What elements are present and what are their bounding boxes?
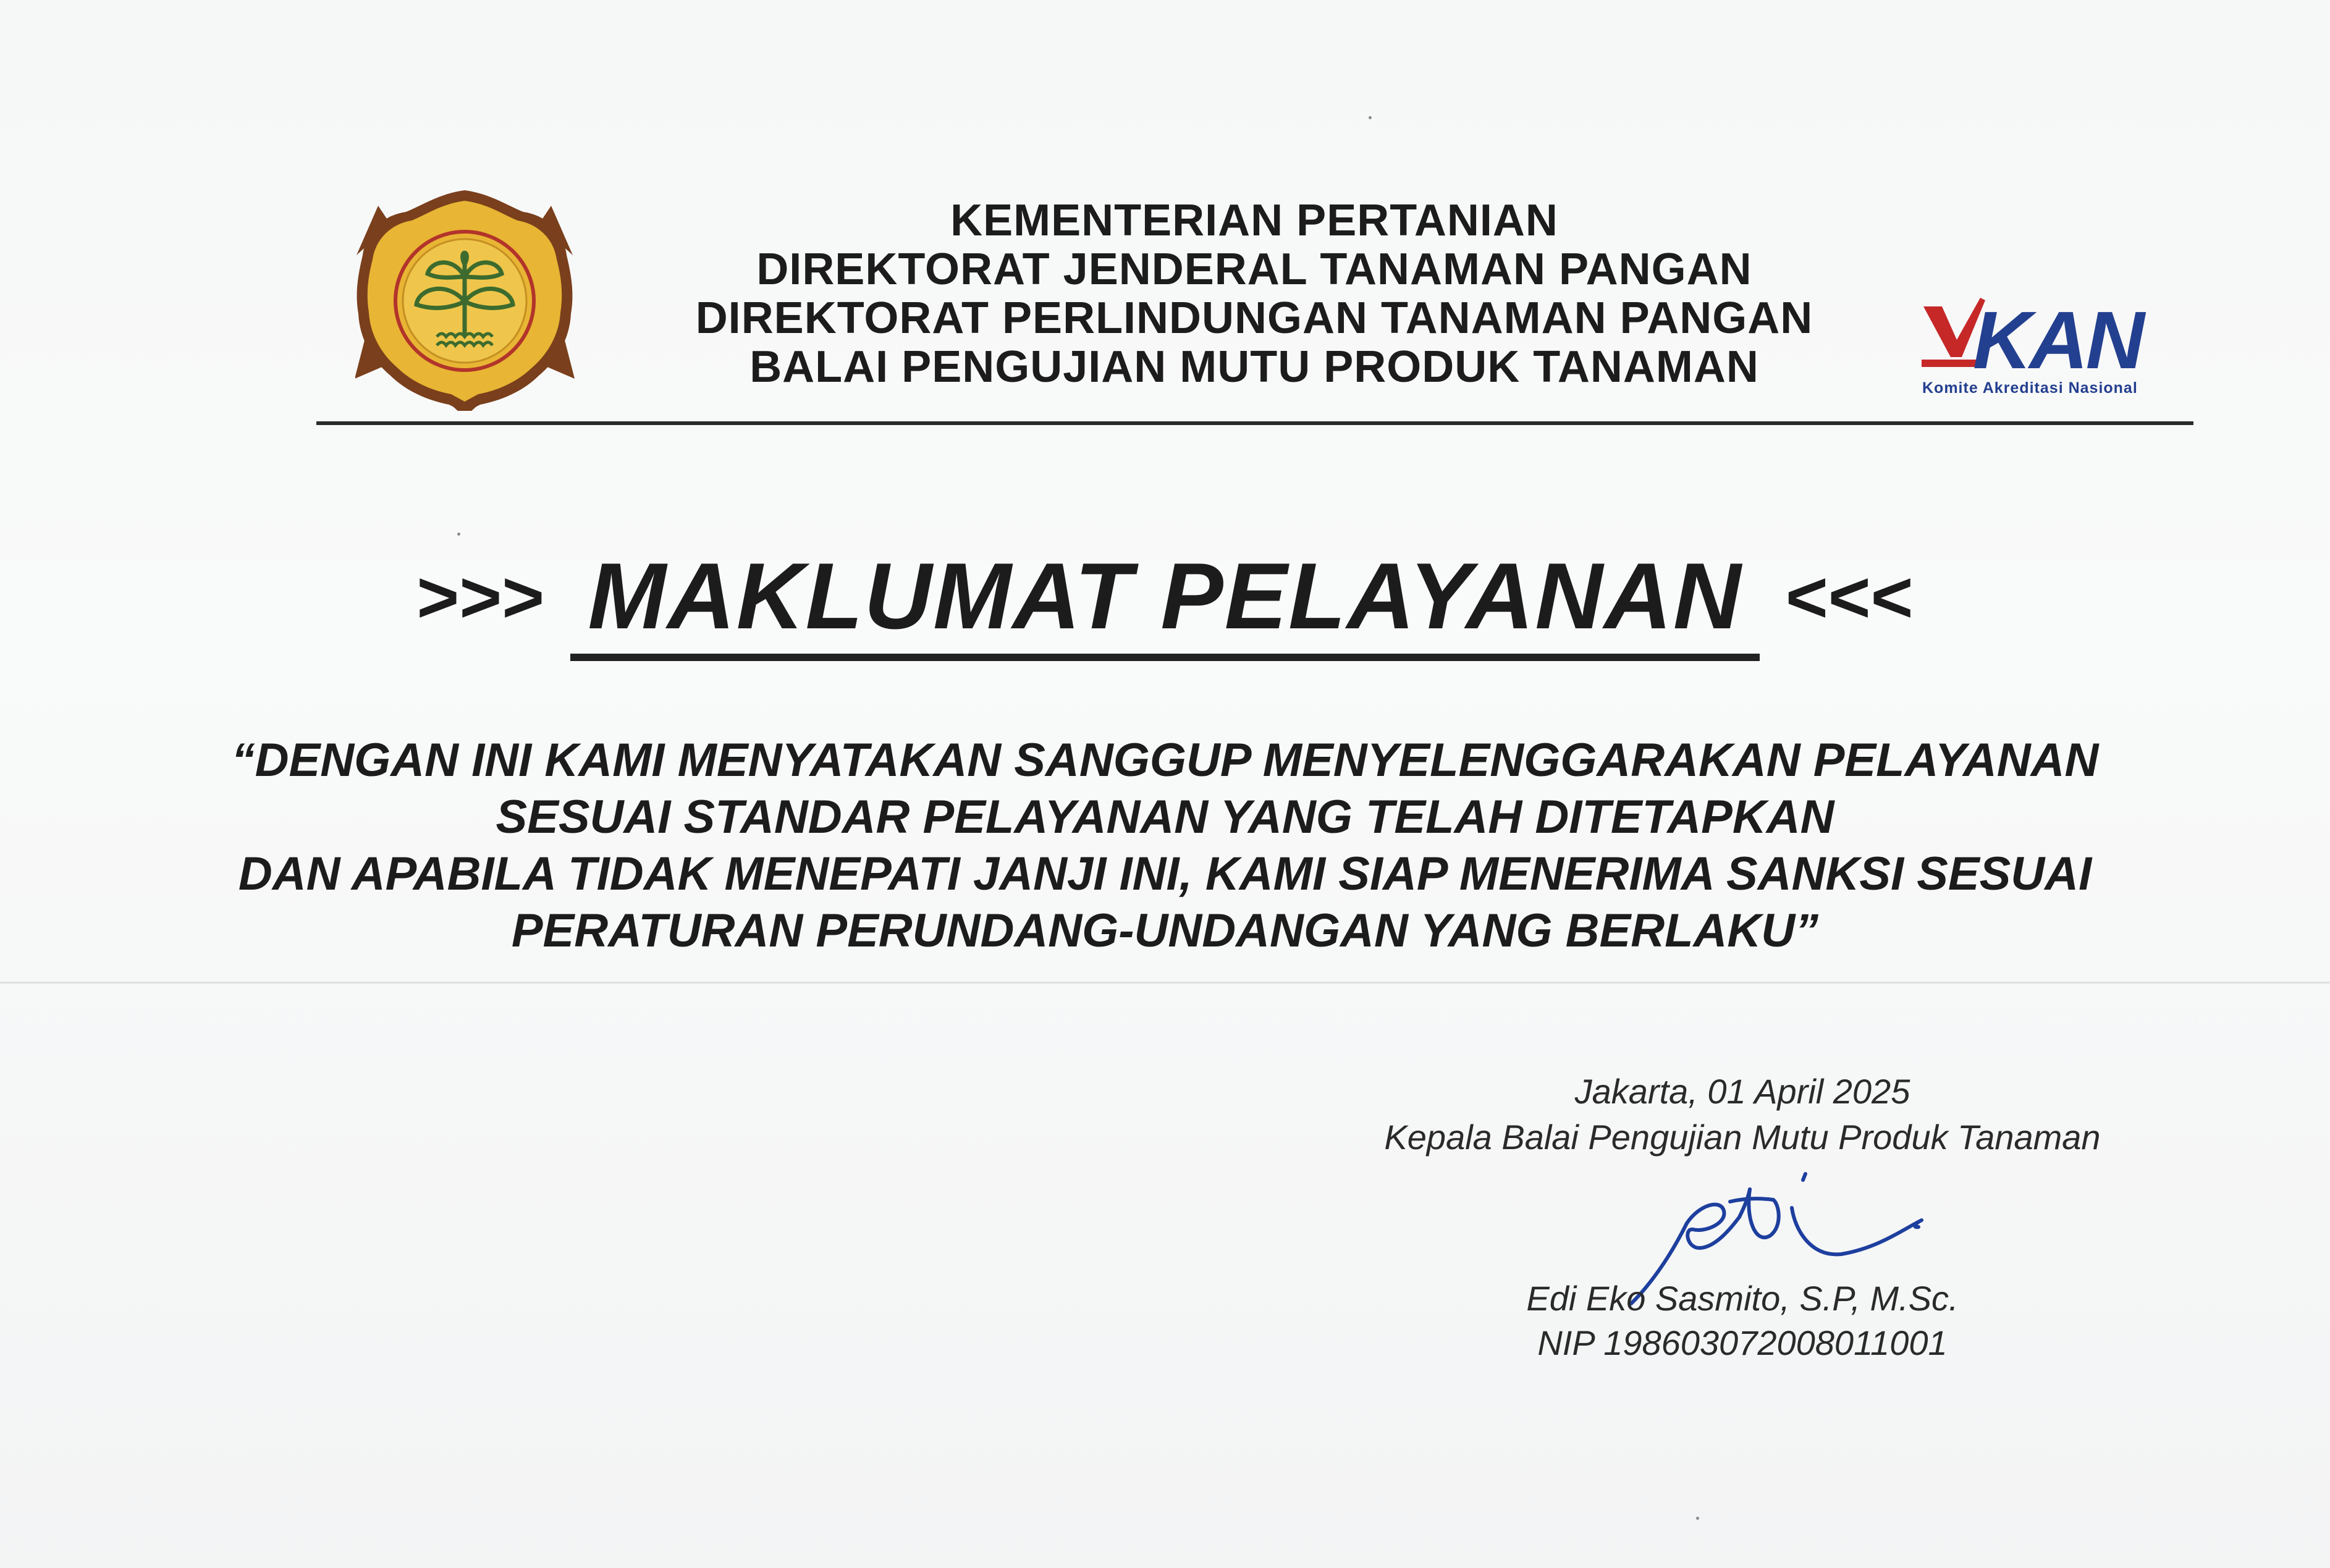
kan-brand-text: KAN — [1973, 295, 2142, 386]
kan-caption: Komite Akreditasi Nasional — [1922, 379, 2138, 397]
statement-line: SESUAI STANDAR PELAYANAN YANG TELAH DITETAPKAN — [496, 791, 1834, 843]
title-right-arrows: <<< — [1785, 557, 1914, 638]
signer-name: Edi Eko Sasmito, S.P, M.Sc. — [1526, 1279, 1959, 1318]
scan-fold-line — [0, 981, 2330, 984]
service-statement — [185, 732, 2145, 959]
signature-header — [1341, 1069, 2144, 1160]
statement-line: PERATURAN PERUNDANG-UNDANGAN YANG BERLAKU” — [511, 904, 1819, 957]
signer-nip: NIP 198603072008011001 — [1537, 1323, 1948, 1362]
scan-speck — [1696, 1517, 1699, 1520]
ministry-emblem-icon — [355, 188, 575, 411]
statement-line: “DENGAN INI KAMI MENYATAKAN SANGGUP MENYELENGGARAKAN PELAYANAN — [231, 734, 2099, 786]
signer-position: Kepala Balai Pengujian Mutu Produk Tanaman — [1384, 1118, 2101, 1157]
directorate-general-name: DIREKTORAT JENDERAL TANAMAN PANGAN — [756, 245, 1752, 294]
scan-speck — [457, 533, 460, 536]
institute-name: BALAI PENGUJIAN MUTU PRODUK TANAMAN — [749, 342, 1759, 392]
document-title — [0, 544, 2330, 661]
signer-details — [1341, 1276, 2144, 1365]
statement-line: DAN APABILA TIDAK MENEPATI JANJI INI, KAMI SIAP MENERIMA SANKSI SESUAI — [238, 848, 2092, 900]
scan-speck — [1369, 116, 1372, 119]
directorate-name: DIREKTORAT PERLINDUNGAN TANAMAN PANGAN — [695, 293, 1813, 343]
title-text: MAKLUMAT PELAYANAN — [570, 544, 1759, 661]
ministry-name: KEMENTERIAN PERTANIAN — [950, 196, 1558, 245]
letterhead — [649, 196, 1860, 392]
letterhead-rule — [316, 421, 2193, 425]
title-left-arrows: >>> — [416, 557, 545, 638]
kan-logo-icon — [1918, 295, 2166, 400]
place-date: Jakarta, 01 April 2025 — [1574, 1072, 1910, 1111]
